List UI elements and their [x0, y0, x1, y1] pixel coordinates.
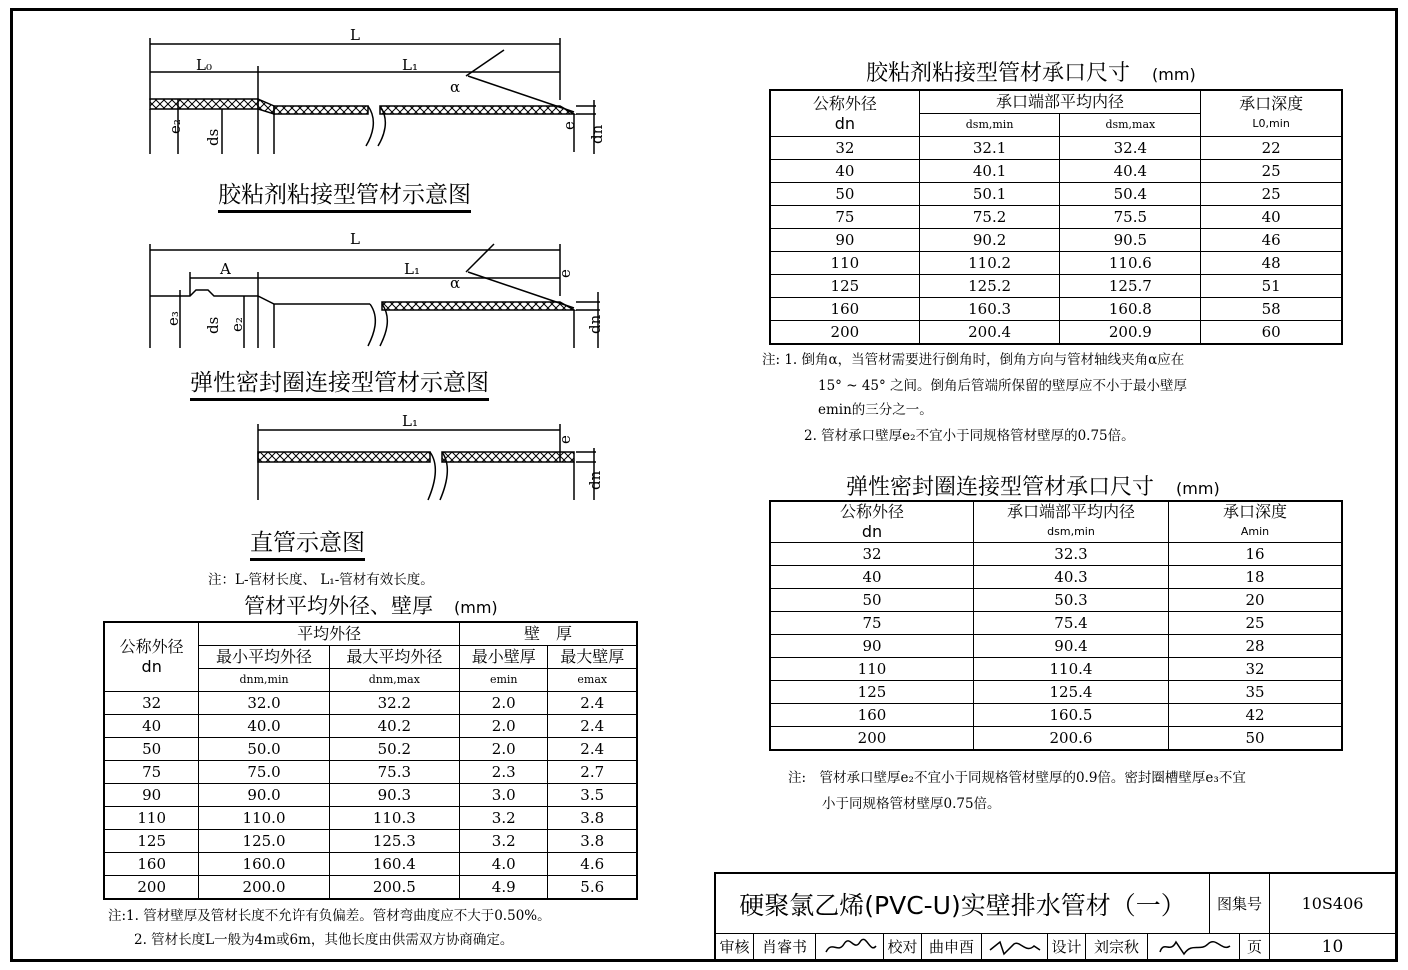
adhesive_table-cell: 125.2 — [919, 275, 1060, 298]
elastic_table-cell: 200 — [770, 727, 974, 751]
elastic_table-cell: 110.4 — [974, 658, 1169, 681]
title-block — [714, 872, 1396, 960]
reviewer-signature-icon — [820, 936, 880, 958]
pipe_table-row — [104, 830, 637, 853]
pipe_table-cell: 2.0 — [459, 715, 548, 738]
pipe_table-cell: 200.0 — [199, 876, 329, 900]
pipe_table-cell: 32.0 — [199, 692, 329, 715]
pipe-sym-max-od: dnm,max — [329, 669, 459, 692]
pipe_table-cell: 50.0 — [199, 738, 329, 761]
page-number: 10 — [1270, 934, 1396, 960]
angle-alpha-1: α — [450, 78, 461, 96]
adhesive_table-cell: 75 — [770, 206, 919, 229]
pipe-note-1: 注:1. 管材壁厚及管材长度不允许有负偏差。管材弯曲度应不大于0.50%。 — [108, 908, 551, 924]
adhesive_table-cell: 40 — [1201, 206, 1342, 229]
adh-note-2: 15° ~ 45° 之间。倒角后管端所保留的壁厚应不小于最小壁厚 — [818, 378, 1188, 394]
ela-note-1: 注: 管材承口壁厚e₂不宜小于同规格管材壁厚的0.9倍。密封圈槽壁厚e₃不宜 — [788, 770, 1246, 786]
elastic_table-cell: 32.3 — [974, 543, 1169, 566]
adhesive-table-unit: (mm) — [1152, 65, 1196, 84]
pipe_table-row — [104, 784, 637, 807]
dim-L1-3: L₁ — [402, 412, 418, 430]
pipe_table-cell: 3.8 — [548, 807, 637, 830]
adhesive_table-row — [770, 206, 1342, 229]
elastic_table-cell: 50.3 — [974, 589, 1169, 612]
dim-L-2: L — [350, 230, 360, 248]
dim-e2-1: e₂ — [166, 119, 184, 134]
elastic_table-row — [770, 635, 1342, 658]
adhesive_table-cell: 40.1 — [919, 160, 1060, 183]
pipe-col-min-wall: 最小壁厚 — [459, 646, 548, 669]
pipe-col-max-wall: 最大壁厚 — [548, 646, 637, 669]
elastic_table-row — [770, 681, 1342, 704]
adhesive_table-cell: 50 — [770, 183, 919, 206]
pipe_table-row — [104, 761, 637, 784]
elastic_table-cell: 16 — [1169, 543, 1343, 566]
elastic_table-cell: 90 — [770, 635, 974, 658]
elastic-table — [769, 500, 1343, 751]
adhesive_table-row — [770, 183, 1342, 206]
pipe_table-cell: 125 — [104, 830, 199, 853]
elastic_table-row — [770, 543, 1342, 566]
adh-note-4: 2. 管材承口壁厚e₂不宜小于同规格管材壁厚的0.75倍。 — [804, 428, 1135, 444]
pipe_table-row — [104, 738, 637, 761]
dim-dn-3: dn — [586, 470, 604, 490]
adh-note-1: 注: 1. 倒角α，当管材需要进行倒角时，倒角方向与管材轴线夹角α应在 — [762, 352, 1185, 368]
elastic-table-body — [770, 543, 1342, 751]
pipe_table-cell: 50.2 — [329, 738, 459, 761]
elastic_table-cell: 160.5 — [974, 704, 1169, 727]
adhesive-diagram-title: 胶粘剂粘接型管材示意图 — [218, 176, 471, 209]
elastic-diagram-title: 弹性密封圈连接型管材示意图 — [190, 364, 489, 397]
pipe_table-cell: 90.3 — [329, 784, 459, 807]
adhesive_table-cell: 51 — [1201, 275, 1342, 298]
pipe_table-cell: 3.5 — [548, 784, 637, 807]
elastic_table-cell: 125 — [770, 681, 974, 704]
pipe-sym-max-wall: emax — [548, 669, 637, 692]
elastic_table-cell: 200.6 — [974, 727, 1169, 751]
pipe_table-cell: 75.3 — [329, 761, 459, 784]
elastic_table-cell: 18 — [1169, 566, 1343, 589]
dim-L-1: L — [350, 26, 360, 44]
designer-signature — [1148, 934, 1240, 960]
elastic_table-cell: 50 — [770, 589, 974, 612]
elastic_table-row — [770, 589, 1342, 612]
straight-diagram-title: 直管示意图 — [250, 524, 365, 557]
adhesive_table-row — [770, 160, 1342, 183]
elastic_table-cell: 40.3 — [974, 566, 1169, 589]
dim-e-3: e — [556, 435, 574, 444]
pipe_table-cell: 160 — [104, 853, 199, 876]
adhesive-table — [769, 89, 1343, 345]
adhesive_table-cell: 25 — [1201, 183, 1342, 206]
elastic_table-cell: 110 — [770, 658, 974, 681]
pipe_table-cell: 3.2 — [459, 807, 548, 830]
ela-col-dn: 公称外径 dn — [770, 501, 974, 543]
elastic_table-cell: 75 — [770, 612, 974, 635]
pipe_table-cell: 125.3 — [329, 830, 459, 853]
designer-signature-icon — [1154, 936, 1234, 958]
pipe_table-cell: 2.4 — [548, 738, 637, 761]
elastic_table-cell: 160 — [770, 704, 974, 727]
elastic_table-cell: 42 — [1169, 704, 1343, 727]
pipe_table-row — [104, 853, 637, 876]
adhesive_table-cell: 200 — [770, 321, 919, 345]
adh-sym-min: dsm,min — [919, 114, 1060, 137]
adhesive_table-cell: 32.4 — [1060, 137, 1201, 160]
adh-col-avg-id: 承口端部平均内径 — [919, 90, 1201, 114]
atlas-number: 10S406 — [1270, 874, 1396, 934]
adh-col-depth: 承口深度 L0,min — [1201, 90, 1342, 137]
adhesive_table-cell: 125 — [770, 275, 919, 298]
pipe_table-cell: 110 — [104, 807, 199, 830]
pipe-note-2: 2. 管材长度L一般为4m或6m，其他长度由供需双方协商确定。 — [134, 932, 514, 948]
dim-e3: e₃ — [164, 311, 182, 326]
pipe-table — [103, 621, 638, 900]
pipe_table-cell: 2.0 — [459, 692, 548, 715]
pipe-col-avg-od: 平均外径 — [199, 622, 460, 646]
adhesive_table-cell: 40.4 — [1060, 160, 1201, 183]
pipe-col-min-od: 最小平均外径 — [199, 646, 329, 669]
dim-e-1: e — [560, 121, 578, 130]
pipe_table-cell: 50 — [104, 738, 199, 761]
pipe_table-cell: 160.0 — [199, 853, 329, 876]
drawing-title: 硬聚氯乙烯(PVC-U)实壁排水管材（一） — [716, 874, 1210, 934]
pipe_table-cell: 75.0 — [199, 761, 329, 784]
pipe_table-cell: 3.2 — [459, 830, 548, 853]
elastic_table-cell: 20 — [1169, 589, 1343, 612]
designer-name: 刘宗秋 — [1086, 934, 1148, 960]
adhesive_table-row — [770, 252, 1342, 275]
adhesive_table-cell: 48 — [1201, 252, 1342, 275]
pipe_table-cell: 200.5 — [329, 876, 459, 900]
elastic_table-row — [770, 704, 1342, 727]
pipe_table-cell: 40.0 — [199, 715, 329, 738]
adh-sym-max: dsm,max — [1060, 114, 1201, 137]
elastic_table-cell: 50 — [1169, 727, 1343, 751]
straight-diagram — [258, 424, 596, 500]
pipe_table-row — [104, 692, 637, 715]
pipe_table-cell: 2.4 — [548, 715, 637, 738]
adhesive_table-cell: 60 — [1201, 321, 1342, 345]
pipe_table-cell: 160.4 — [329, 853, 459, 876]
pipe_table-cell: 4.6 — [548, 853, 637, 876]
pipe-col-max-od: 最大平均外径 — [329, 646, 459, 669]
dim-L1-2: L₁ — [404, 260, 420, 278]
dim-e-2: e — [556, 269, 574, 278]
ela-col-depth: 承口深度 Amin — [1169, 501, 1343, 543]
pipe_table-cell: 125.0 — [199, 830, 329, 853]
adhesive_table-cell: 50.1 — [919, 183, 1060, 206]
checker-signature-icon — [986, 936, 1044, 958]
adhesive_table-cell: 90 — [770, 229, 919, 252]
dim-ds-2: ds — [204, 316, 222, 334]
checker-signature — [982, 934, 1048, 960]
elastic_table-cell: 75.4 — [974, 612, 1169, 635]
adhesive_table-cell: 90.2 — [919, 229, 1060, 252]
angle-alpha-2: α — [450, 274, 461, 292]
adhesive_table-row — [770, 137, 1342, 160]
pipe_table-cell: 4.0 — [459, 853, 548, 876]
pipe_table-cell: 3.8 — [548, 830, 637, 853]
pipe_table-cell: 40.2 — [329, 715, 459, 738]
pipe_table-cell: 2.7 — [548, 761, 637, 784]
adhesive_table-cell: 125.7 — [1060, 275, 1201, 298]
adh-note-3: emin的三分之一。 — [818, 402, 933, 418]
adhesive_table-cell: 200.9 — [1060, 321, 1201, 345]
checker-name: 曲申酉 — [922, 934, 982, 960]
pipe_table-cell: 5.6 — [548, 876, 637, 900]
dim-ds-1: ds — [204, 128, 222, 146]
adhesive_table-cell: 40 — [770, 160, 919, 183]
reviewer-signature — [816, 934, 884, 960]
dim-dn-1: dn — [588, 124, 606, 144]
adhesive_table-cell: 110.6 — [1060, 252, 1201, 275]
pipe_table-cell: 2.0 — [459, 738, 548, 761]
adhesive_table-row — [770, 275, 1342, 298]
adhesive_table-cell: 160.8 — [1060, 298, 1201, 321]
dim-dn-2: dn — [586, 314, 604, 334]
dim-A: A — [220, 260, 231, 278]
adhesive_table-cell: 32 — [770, 137, 919, 160]
pipe_table-cell: 2.3 — [459, 761, 548, 784]
ela-note-2: 小于同规格管材壁厚0.75倍。 — [822, 796, 1001, 812]
adhesive_table-cell: 75.5 — [1060, 206, 1201, 229]
elastic_table-cell: 28 — [1169, 635, 1343, 658]
elastic_table-row — [770, 612, 1342, 635]
pipe_table-cell: 32 — [104, 692, 199, 715]
elastic_table-row — [770, 727, 1342, 751]
elastic_table-cell: 32 — [1169, 658, 1343, 681]
check-label: 校对 — [884, 934, 922, 960]
elastic_table-row — [770, 566, 1342, 589]
adhesive_table-cell: 22 — [1201, 137, 1342, 160]
dim-e2-2: e₂ — [228, 317, 246, 332]
pipe_table-cell: 110.0 — [199, 807, 329, 830]
ela-col-avg-id: 承口端部平均内径 dsm,min — [974, 501, 1169, 543]
pipe_table-cell: 90.0 — [199, 784, 329, 807]
pipe_table-cell: 200 — [104, 876, 199, 900]
design-label: 设计 — [1048, 934, 1086, 960]
elastic_table-cell: 125.4 — [974, 681, 1169, 704]
adhesive-table-body — [770, 137, 1342, 345]
pipe-sym-min-wall: emin — [459, 669, 548, 692]
reviewer-name: 肖睿书 — [754, 934, 816, 960]
adhesive_table-cell: 90.5 — [1060, 229, 1201, 252]
atlas-label: 图集号 — [1210, 874, 1270, 934]
adhesive_table-cell: 25 — [1201, 160, 1342, 183]
elastic_table-cell: 90.4 — [974, 635, 1169, 658]
diagram-note: 注：L-管材长度、 L₁-管材有效长度。 — [208, 572, 434, 588]
pipe-col-wall: 壁 厚 — [459, 622, 637, 646]
pipe_table-cell: 75 — [104, 761, 199, 784]
elastic_table-cell: 32 — [770, 543, 974, 566]
pipe-table-body — [104, 692, 637, 900]
page-label: 页 — [1240, 934, 1270, 960]
elastic_table-cell: 25 — [1169, 612, 1343, 635]
adhesive_table-cell: 160 — [770, 298, 919, 321]
adhesive-table-title: 胶粘剂粘接型管材承口尺寸 (mm) — [866, 61, 1196, 86]
pipe_table-cell: 4.9 — [459, 876, 548, 900]
adhesive_table-cell: 75.2 — [919, 206, 1060, 229]
elastic-table-unit: (mm) — [1176, 479, 1220, 498]
pipe_table-cell: 32.2 — [329, 692, 459, 715]
adhesive_table-cell: 32.1 — [919, 137, 1060, 160]
review-label: 审核 — [716, 934, 754, 960]
adhesive_table-row — [770, 321, 1342, 345]
adhesive_table-row — [770, 229, 1342, 252]
dim-L0: L₀ — [196, 56, 212, 74]
pipe_table-row — [104, 807, 637, 830]
adhesive_table-cell: 50.4 — [1060, 183, 1201, 206]
adh-col-dn: 公称外径 dn — [770, 90, 919, 137]
pipe-col-dn: 公称外径 dn — [104, 622, 199, 692]
pipe_table-cell: 40 — [104, 715, 199, 738]
adhesive_table-cell: 110.2 — [919, 252, 1060, 275]
elastic_table-cell: 40 — [770, 566, 974, 589]
adhesive_table-cell: 160.3 — [919, 298, 1060, 321]
adhesive_table-cell: 46 — [1201, 229, 1342, 252]
adhesive_table-cell: 58 — [1201, 298, 1342, 321]
pipe_table-row — [104, 715, 637, 738]
pipe-table-title: 管材平均外径、壁厚 (mm) — [244, 594, 498, 618]
pipe_table-cell: 2.4 — [548, 692, 637, 715]
elastic-table-title: 弹性密封圈连接型管材承口尺寸 (mm) — [846, 475, 1220, 500]
elastic_table-row — [770, 658, 1342, 681]
adhesive_table-cell: 200.4 — [919, 321, 1060, 345]
pipe_table-cell: 90 — [104, 784, 199, 807]
pipe_table-cell: 3.0 — [459, 784, 548, 807]
adhesive_table-cell: 110 — [770, 252, 919, 275]
dim-L1-1: L₁ — [402, 56, 418, 74]
elastic_table-cell: 35 — [1169, 681, 1343, 704]
pipe_table-cell: 110.3 — [329, 807, 459, 830]
pipe_table-row — [104, 876, 637, 900]
pipe-sym-min-od: dnm,min — [199, 669, 329, 692]
pipe-table-unit: (mm) — [454, 598, 498, 617]
adhesive_table-row — [770, 298, 1342, 321]
